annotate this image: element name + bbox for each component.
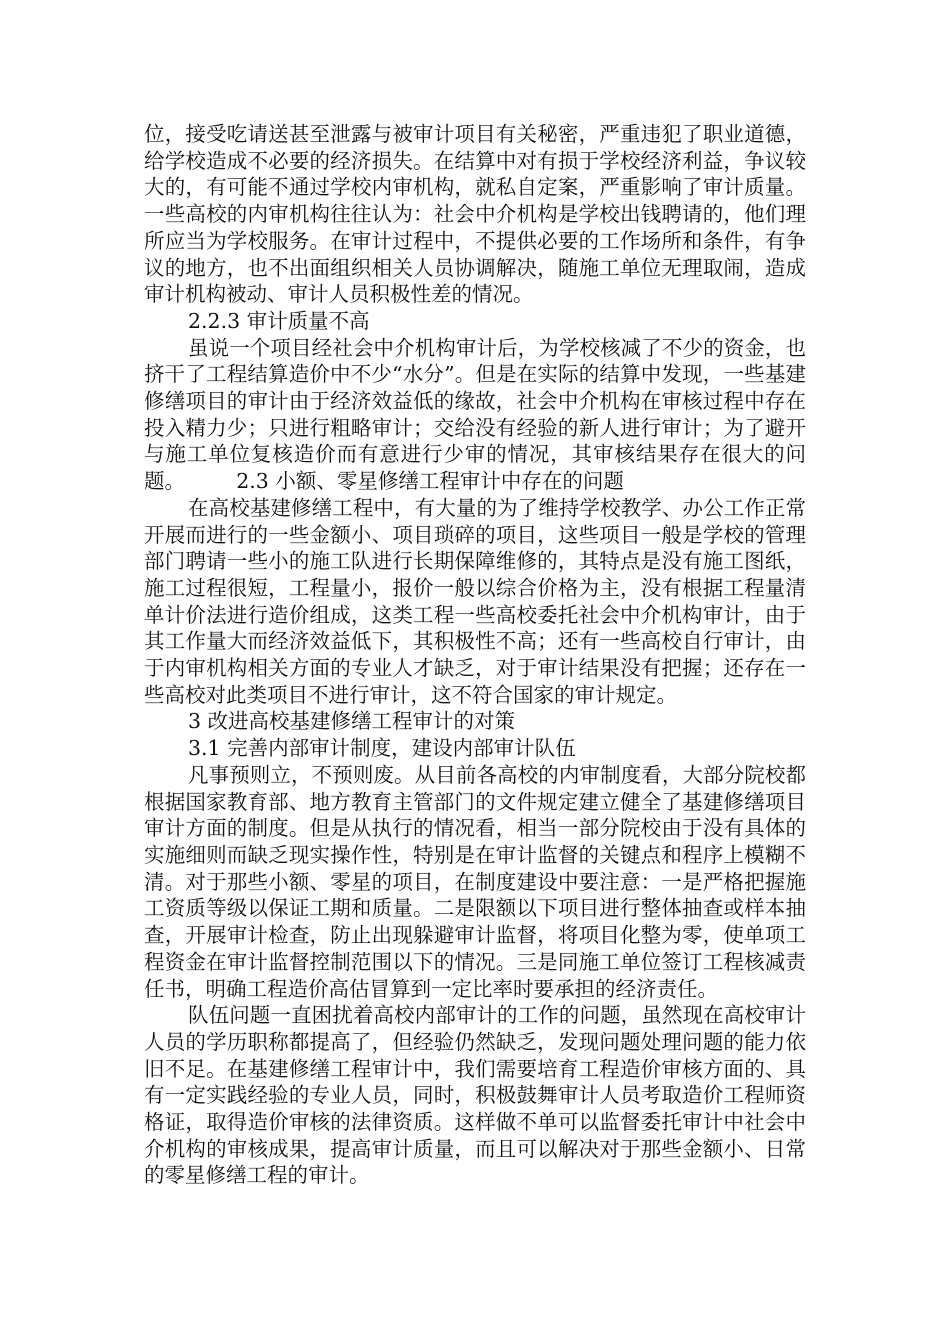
body-paragraph-audit-quality: 虽说一个项目经社会中介机构审计后，为学校核减了不少的资金，也挤干了工程结算造价中不少“水分”。但是在实际的结算中发现，一些基建修缮项目的审计由于经济效益低的缘故，社会中介机构在审核过程中存在投入精力少；只进行粗略审计；交给没有经验的新人进行审计；为了避开与施工单位复核造价而有意进行少审的情况，其审核结果存在很大的问题。 2.3 小额、零星修缮工程审计中存在的问题: [144, 335, 806, 494]
body-paragraph-system: 凡事预则立，不预则废。从目前各高校的内审制度看，大部分院校都根据国家教育部、地方教育主管部门的文件规定建立健全了基建修缮项目审计方面的制度。但是从执行的情况看，相当一部分院校由于没有具体的实施细则而缺乏现实操作性，特别是在审计监督的关键点和程序上模糊不清。对于那些小额、零星的项目，在制度建设中要注意：一是严格把握施工资质等级以保证工期和质量。二是限额以下项目进行整体抽查或样本抽查，开展审计检查，防止出现躲避审计监督，将项目化整为零，使单项工程资金在审计监督控制范围以下的情况。三是同施工单位签订工程核减责任书，明确工程造价高估冒算到一定比率时要承担的经济责任。: [144, 762, 806, 1001]
document-page: [144, 121, 806, 1189]
body-paragraph-continuation: 位，接受吃请送甚至泄露与被审计项目有关秘密，严重违犯了职业道德，给学校造成不必要的经济损失。在结算中对有损于学校经济利益，争议较大的，有可能不通过学校内审机构，就私自定案，严重影响了审计质量。一些高校的内审机构往往认为：社会中介机构是学校出钱聘请的，他们理所应当为学校服务。在审计过程中，不提供必要的工作场所和条件，有争议的地方，也不出面组织相关人员协调解决，随施工单位无理取闹，造成审计机构被动、审计人员积极性差的情况。: [144, 122, 806, 307]
body-paragraph-team: 队伍问题一直困扰着高校内部审计的工作的问题，虽然现在高校审计人员的学历职称都提高了，但经验仍然缺乏，发现问题处理问题的能力依旧不足。在基建修缮工程审计中，我们需要培育工程造价审核方面的、具有一定实践经验的专业人员，同时，积极鼓舞审计人员考取造价工程师资格证，取得造价审核的法律资质。这样做不单可以监督委托审计中社会中介机构的审核成果，提高审计质量，而且可以解决对于那些金额小、日常的零星修缮工程的审计。: [144, 1003, 806, 1188]
section-heading-2-2-3: 2.2.3 审计质量不高: [188, 308, 370, 333]
section-heading-3: 3 改进高校基建修缮工程审计的对策: [188, 709, 516, 734]
body-paragraph-small-projects: 在高校基建修缮工程中，有大量的为了维持学校教学、办公工作正常开展而进行的一些金额小、项目琐碎的项目，这些项目一般是学校的管理部门聘请一些小的施工队进行长期保障维修的，其特点是没有施工图纸，施工过程很短，工程量小，报价一般以综合价格为主，没有根据工程量清单计价法进行造价组成，这类工程一些高校委托社会中介机构审计，由于其工作量大而经济效益低下，其积极性不高；还有一些高校自行审计，由于内审机构相关方面的专业人才缺乏，对于审计结果没有把握；还存在一些高校对此类项目不进行审计，这不符合国家的审计规定。: [144, 495, 806, 707]
section-heading-3-1: 3.1 完善内部审计制度，建设内部审计队伍: [188, 736, 576, 761]
